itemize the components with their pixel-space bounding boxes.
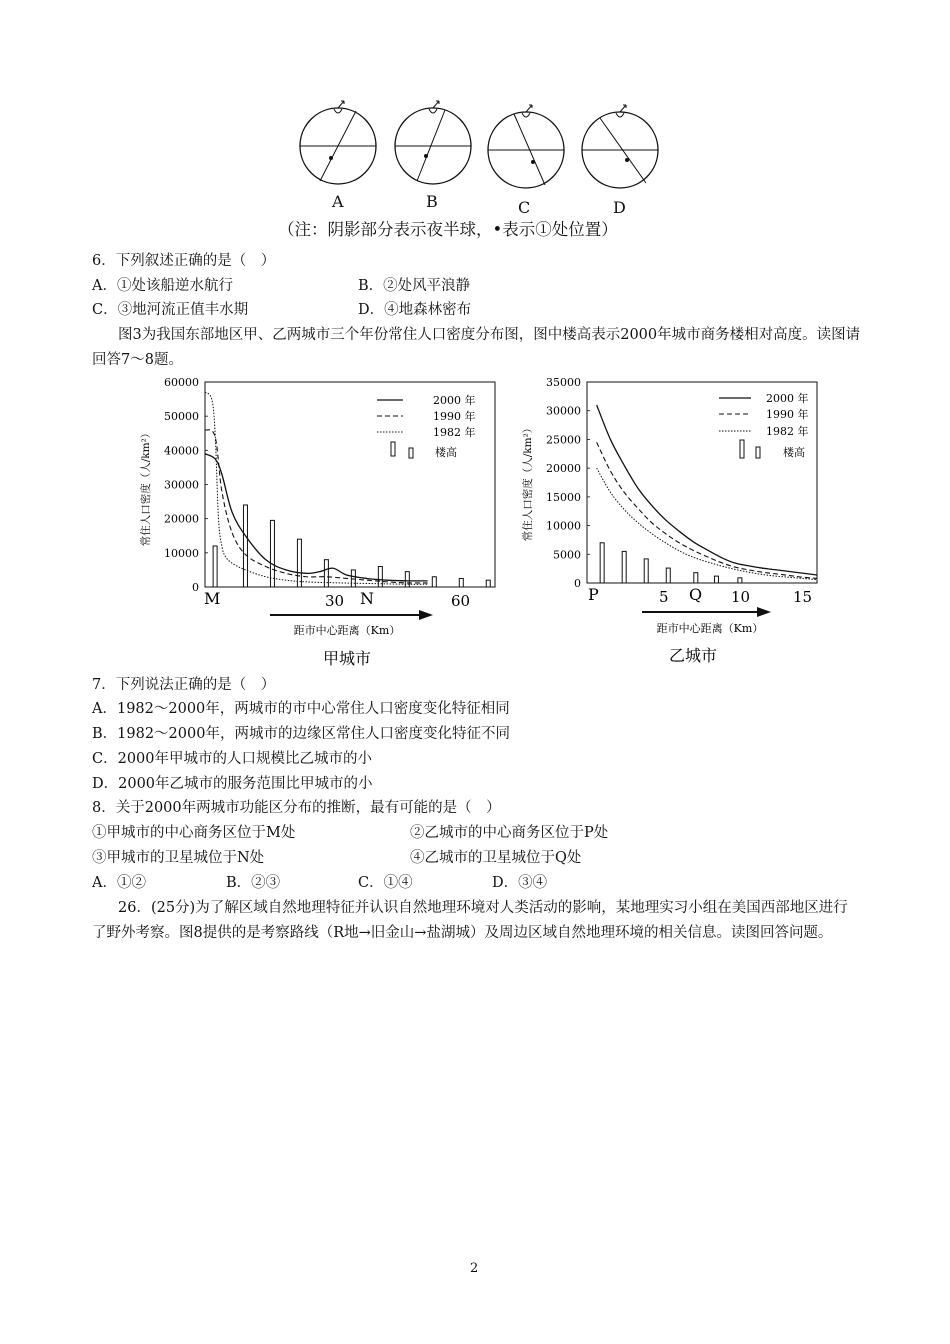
q8-option-b: B．②③	[226, 875, 281, 891]
building-bar	[600, 543, 604, 583]
building-bar	[297, 539, 301, 587]
series-line-1982	[597, 468, 817, 579]
y-tick-label: 5000	[553, 548, 581, 562]
building-bar	[666, 568, 670, 583]
y-tick-label: 60000	[164, 376, 199, 389]
building-bar	[432, 577, 436, 587]
chart-yi	[515, 372, 835, 672]
y-tick-label: 10000	[546, 519, 581, 533]
globe-d	[582, 105, 658, 188]
x-mark-10: 10	[731, 588, 751, 606]
y-tick-label: 10000	[164, 546, 199, 560]
y-axis-label: 常住人口密度（人/km²）	[140, 427, 152, 547]
q8-item-4: ④乙城市的卫星城位于Q处	[410, 850, 582, 866]
y-tick-label: 40000	[164, 444, 199, 458]
globes-note: （注：阴影部分表示夜半球，•表示①处位置）	[278, 220, 618, 239]
q6-stem: 6．下列叙述正确的是（ ）	[92, 253, 276, 269]
legend-1982: 1982 年	[766, 425, 809, 438]
series-line-1990	[597, 442, 817, 578]
building-bar	[213, 546, 217, 587]
x-mark-n: N	[360, 589, 374, 608]
building-bar	[243, 505, 247, 587]
q8-option-a: A．①②	[92, 875, 146, 891]
q8-stem: 8．关于2000年两城市功能区分布的推断，最有可能的是（ ）	[92, 800, 501, 816]
q8-item-2: ②乙城市的中心商务区位于P处	[410, 825, 609, 841]
y-tick-label: 0	[574, 577, 581, 590]
x-mark-p: P	[588, 585, 599, 604]
x-mark-m: M	[204, 589, 221, 608]
globe-label-c: C	[518, 198, 531, 217]
building-bar	[486, 580, 490, 587]
q26-paragraph: 26．(25分)为了解区域自然地理特征并认识自然地理环境对人类活动的影响，某地理实习小组在美国西部地区进行了野外考察。图8提供的是考察路线（R地→旧金山→盐湖城）及周边区域自然地理环境的相关信息。读图回答问题。	[92, 900, 848, 941]
y-tick-label: 30000	[164, 478, 199, 492]
q7-stem: 7．下列说法正确的是（ ）	[92, 677, 276, 693]
y-tick-label: 15000	[546, 490, 581, 504]
globe-c	[488, 105, 564, 188]
legend	[377, 393, 476, 459]
legend-1982: 1982 年	[433, 426, 476, 439]
q6-option-b: B．②处风平浪静	[358, 278, 471, 294]
globe-b	[395, 101, 471, 184]
q6-option-d: D．④地森林密布	[358, 302, 472, 318]
x-mark-q: Q	[689, 585, 703, 604]
building-bar	[738, 578, 742, 583]
building-bar	[459, 578, 463, 587]
q8-item-1: ①甲城市的中心商务区位于M处	[92, 825, 296, 841]
q6-option-a: A．①处该船逆水航行	[92, 278, 233, 294]
chart-jia	[135, 372, 505, 672]
legend-building: 楼高	[435, 446, 457, 459]
q8-option-d: D．③④	[492, 875, 548, 891]
y-axis-label: 常住人口密度（人/km²）	[522, 422, 534, 542]
globe-label-a: A	[332, 192, 344, 211]
q7-option-c: C．2000年甲城市的人口规模比乙城市的小	[92, 751, 372, 767]
globe-label-d: D	[613, 198, 626, 217]
q7-option-a: A．1982～2000年，两城市的市中心常住人口密度变化特征相同	[92, 701, 510, 717]
building-bar	[622, 551, 626, 583]
q8-item-3: ③甲城市的卫星城位于N处	[92, 850, 265, 866]
x-axis-label: 距市中心距离（Km）	[656, 622, 764, 635]
legend-2000: 2000 年	[433, 394, 476, 407]
intro-paragraph: 图3为我国东部地区甲、乙两城市三个年份常住人口密度分布图，图中楼高表示2000年城市商务楼相对高度。读图请回答7～8题。	[92, 327, 861, 368]
y-tick-label: 30000	[546, 404, 581, 418]
y-tick-label: 0	[192, 581, 199, 594]
q7-option-b: B．1982～2000年，两城市的边缘区常住人口密度变化特征不同	[92, 726, 510, 742]
x-arrow-head	[419, 610, 433, 620]
building-bar	[644, 559, 648, 583]
building-bar	[694, 573, 698, 583]
y-tick-label: 25000	[546, 433, 581, 447]
q7-option-d: D．2000年乙城市的服务范围比甲城市的小	[92, 776, 373, 792]
legend	[719, 391, 809, 459]
q8-option-c: C．①④	[358, 875, 413, 891]
series-line-1982	[205, 392, 428, 584]
building-bar	[270, 520, 274, 587]
y-tick-label: 50000	[164, 410, 199, 424]
legend-1990: 1990 年	[433, 410, 476, 423]
legend-2000: 2000 年	[766, 392, 809, 405]
q6-option-c: C．③地河流正值丰水期	[92, 302, 249, 318]
x-mark-5: 5	[659, 588, 669, 606]
y-tick-label: 20000	[546, 462, 581, 476]
x-mark-60: 60	[451, 592, 471, 610]
x-mark-15: 15	[793, 588, 813, 606]
legend-building: 楼高	[783, 446, 805, 459]
page-number: 2	[470, 1261, 479, 1276]
y-tick-label: 35000	[546, 376, 581, 389]
chart-caption: 乙城市	[668, 646, 718, 665]
legend-1990: 1990 年	[766, 408, 809, 421]
x-mark-30: 30	[325, 592, 345, 610]
globe-label-b: B	[426, 192, 438, 211]
x-arrow-head	[757, 607, 771, 617]
building-bar	[714, 576, 718, 583]
chart-caption: 甲城市	[322, 649, 372, 668]
globe-a	[300, 101, 376, 184]
series-line-2000	[205, 454, 428, 581]
y-tick-label: 20000	[164, 512, 199, 526]
x-axis-label: 距市中心距离（Km）	[293, 624, 401, 637]
